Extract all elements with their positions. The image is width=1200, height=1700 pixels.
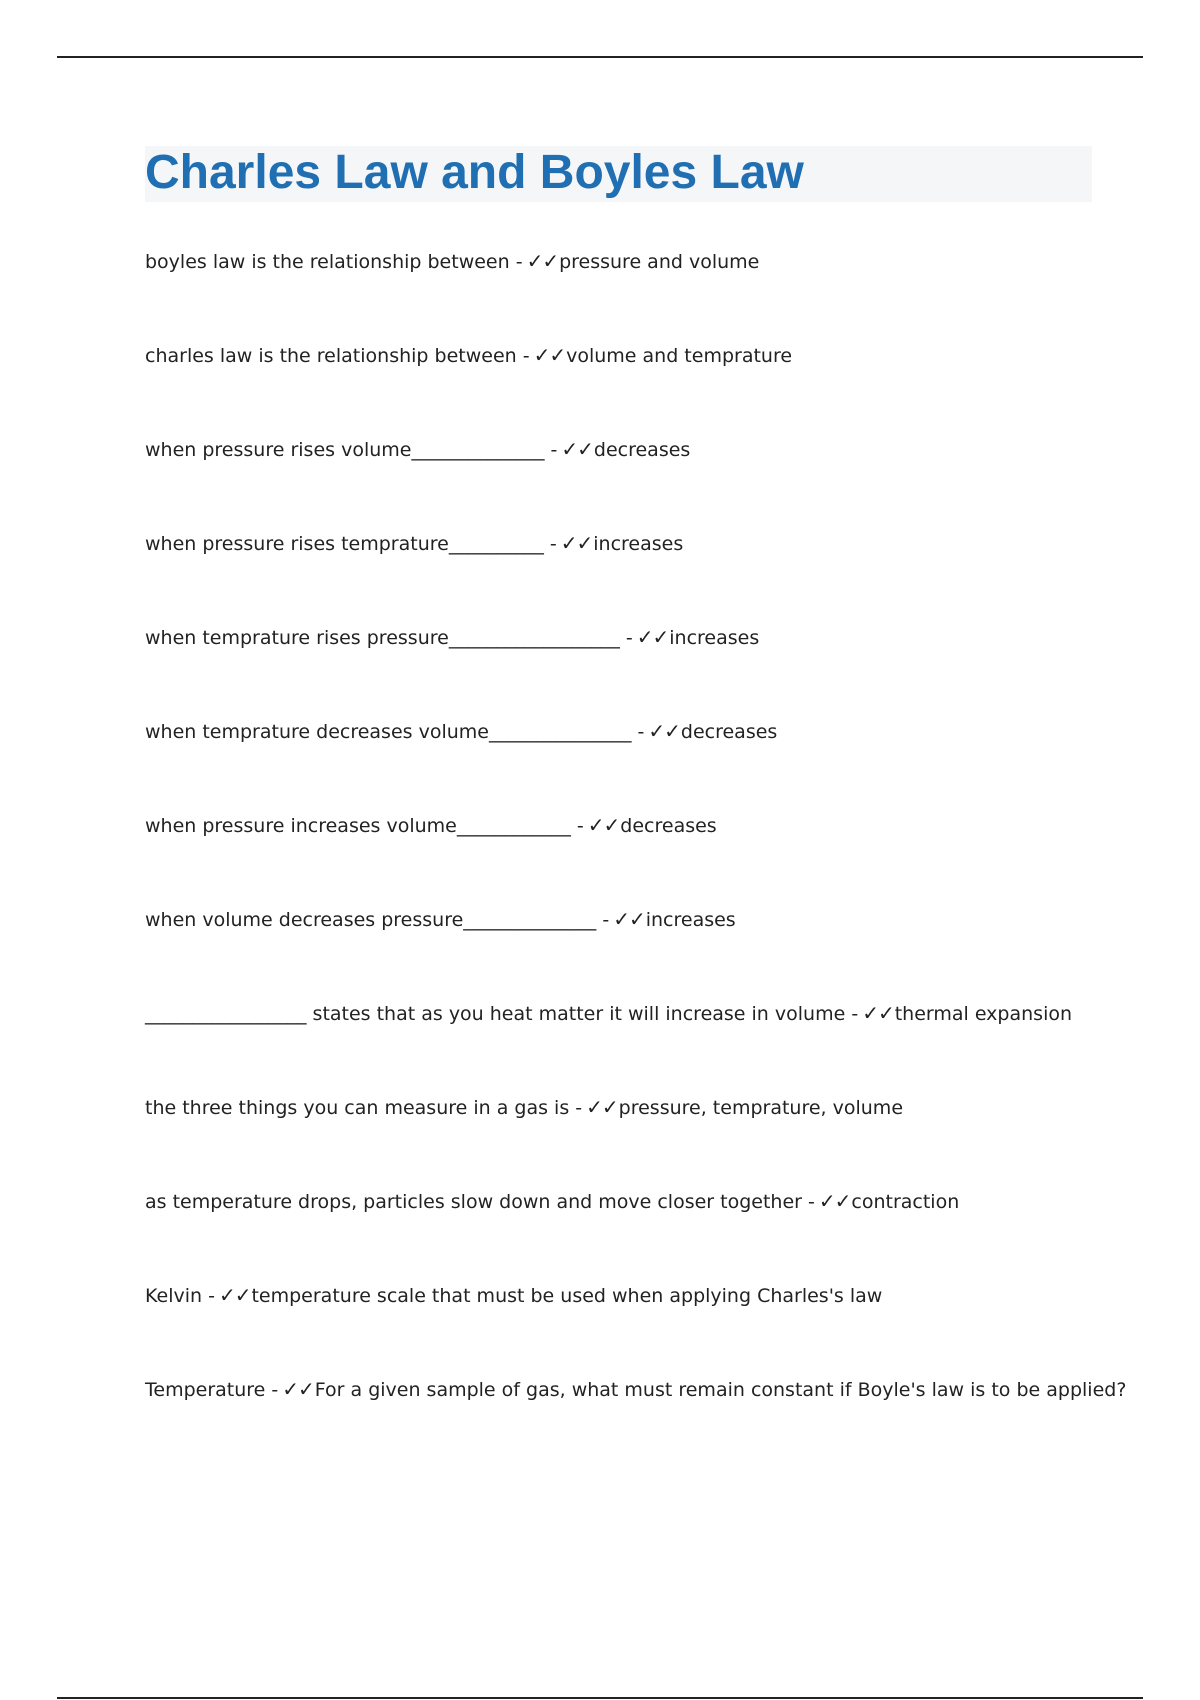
double-check-icon: ✓✓ xyxy=(587,813,620,837)
answer-text: For a given sample of gas, what must remain constant if Boyle's law is to be applied? xyxy=(314,1379,1127,1401)
answer-text: pressure and volume xyxy=(559,251,760,273)
qa-item xyxy=(145,1280,1105,1374)
qa-item xyxy=(145,810,1105,904)
answer-text: thermal expansion xyxy=(894,1003,1073,1025)
separator: - xyxy=(549,533,557,555)
separator: - xyxy=(515,251,523,273)
double-check-icon: ✓✓ xyxy=(561,437,593,461)
double-check-icon: ✓✓ xyxy=(636,625,669,649)
qa-item xyxy=(145,998,1105,1092)
separator: - xyxy=(602,909,610,931)
separator: - xyxy=(208,1285,215,1307)
separator: - xyxy=(808,1191,815,1213)
footer-rule xyxy=(57,1697,1143,1699)
double-check-icon: ✓✓ xyxy=(862,1001,894,1025)
separator: - xyxy=(576,815,584,837)
qa-item xyxy=(145,1374,1127,1468)
answer-text: decreases xyxy=(620,815,717,837)
qa-item xyxy=(145,434,1105,528)
question-text: when volume decreases pressure______________ xyxy=(145,909,597,931)
question-text: when temprature rises pressure__________________ xyxy=(145,627,620,649)
answer-text: temperature scale that must be used when applying Charles's law xyxy=(251,1285,883,1307)
qa-item xyxy=(145,622,1105,716)
answer-text: pressure, temprature, volume xyxy=(618,1097,904,1119)
question-text: when temprature decreases volume_______________ xyxy=(145,721,632,743)
separator: - xyxy=(271,1379,279,1401)
document-title: Charles Law and Boyles Law xyxy=(145,146,804,199)
double-check-icon: ✓✓ xyxy=(533,343,566,367)
qa-item xyxy=(145,1186,1105,1280)
question-text: Temperature xyxy=(145,1379,266,1401)
answer-text: contraction xyxy=(851,1191,960,1213)
qa-item xyxy=(145,528,1105,622)
separator: - xyxy=(522,345,530,367)
answer-text: decreases xyxy=(593,439,691,461)
double-check-icon: ✓✓ xyxy=(586,1095,618,1119)
double-check-icon: ✓✓ xyxy=(818,1189,851,1213)
qa-item xyxy=(145,904,1105,998)
answer-text: decreases xyxy=(680,721,778,743)
answer-text: increases xyxy=(645,909,736,931)
double-check-icon: ✓✓ xyxy=(560,531,593,555)
double-check-icon: ✓✓ xyxy=(613,907,645,931)
separator: - xyxy=(550,439,558,461)
qa-item xyxy=(145,246,1105,340)
qa-item xyxy=(145,340,1105,434)
qa-list xyxy=(145,246,1127,1468)
question-text: when pressure increases volume____________ xyxy=(145,815,571,837)
qa-item xyxy=(145,1092,1105,1186)
qa-item xyxy=(145,716,1105,810)
separator: - xyxy=(851,1003,859,1025)
double-check-icon: ✓✓ xyxy=(218,1283,251,1307)
double-check-icon: ✓✓ xyxy=(648,719,680,743)
question-text: charles law is the relationship between xyxy=(145,345,517,367)
answer-text: volume and temprature xyxy=(566,345,793,367)
answer-text: increases xyxy=(593,533,684,555)
separator: - xyxy=(625,627,633,649)
question-text: when pressure rises temprature__________ xyxy=(145,533,544,555)
question-text: Kelvin xyxy=(145,1285,203,1307)
answer-text: increases xyxy=(669,627,760,649)
separator: - xyxy=(637,721,645,743)
double-check-icon: ✓✓ xyxy=(526,249,559,273)
question-text: boyles law is the relationship between xyxy=(145,251,510,273)
double-check-icon: ✓✓ xyxy=(282,1377,314,1401)
question-text: when pressure rises volume______________ xyxy=(145,439,545,461)
separator: - xyxy=(575,1097,583,1119)
question-text: as temperature drops, particles slow down and move closer together xyxy=(145,1191,802,1213)
question-text: _________________ states that as you heat matter it will increase in volume xyxy=(145,1003,846,1025)
question-text: the three things you can measure in a gas is xyxy=(145,1097,570,1119)
header-rule xyxy=(57,56,1143,58)
